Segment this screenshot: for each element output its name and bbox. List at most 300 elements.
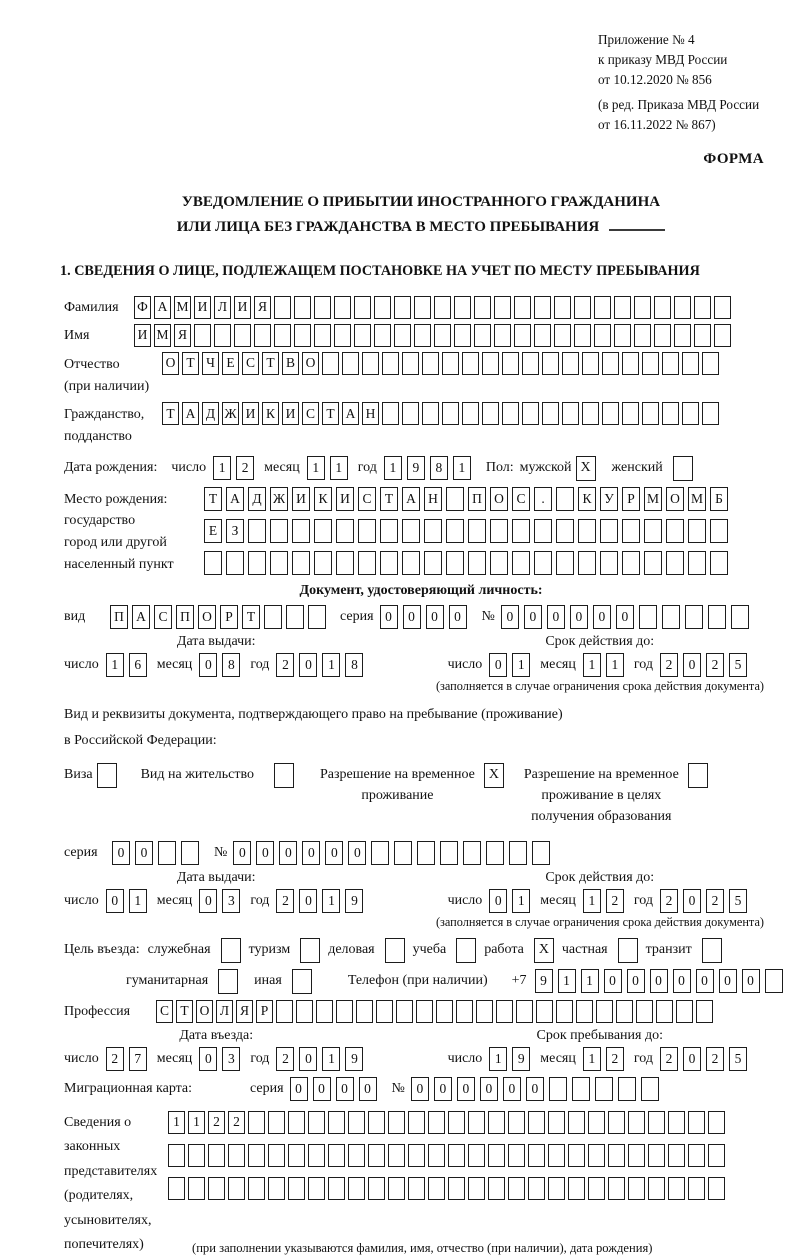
form-cell[interactable] [228, 1177, 245, 1200]
form-cell[interactable] [274, 296, 291, 319]
form-cell[interactable] [268, 1111, 285, 1134]
form-cell[interactable]: 0 [199, 889, 217, 913]
gender-female-checkbox[interactable] [673, 456, 693, 481]
form-cell[interactable] [428, 1111, 445, 1134]
form-cell[interactable]: 0 [524, 605, 542, 629]
residence-permit-checkbox[interactable] [274, 763, 294, 788]
form-cell[interactable] [248, 551, 266, 575]
form-cell[interactable] [274, 324, 291, 347]
form-cell[interactable]: 9 [345, 889, 363, 913]
form-cell[interactable]: 1 [106, 653, 124, 677]
form-cell[interactable]: П [468, 487, 486, 511]
form-cell[interactable] [248, 1144, 265, 1167]
form-cell[interactable]: Е [204, 519, 222, 543]
form-cell[interactable]: О [302, 352, 319, 375]
form-cell[interactable]: 0 [480, 1077, 498, 1101]
form-cell[interactable] [336, 1000, 353, 1023]
form-cell[interactable] [512, 519, 530, 543]
form-cell[interactable]: 0 [547, 605, 565, 629]
form-cell[interactable] [402, 519, 420, 543]
form-cell[interactable]: Д [248, 487, 266, 511]
form-cell[interactable] [628, 1144, 645, 1167]
form-cell[interactable] [308, 605, 326, 629]
form-cell[interactable]: Л [214, 296, 231, 319]
form-cell[interactable]: И [194, 296, 211, 319]
form-cell[interactable]: 1 [384, 456, 402, 480]
form-cell[interactable] [556, 551, 574, 575]
form-cell[interactable] [368, 1111, 385, 1134]
form-cell[interactable] [622, 352, 639, 375]
form-cell[interactable] [371, 841, 389, 865]
form-cell[interactable] [708, 1144, 725, 1167]
purpose-tourism-checkbox[interactable] [300, 938, 320, 963]
form-cell[interactable] [548, 1111, 565, 1134]
form-cell[interactable] [616, 1000, 633, 1023]
form-cell[interactable] [416, 1000, 433, 1023]
form-cell[interactable] [656, 1000, 673, 1023]
form-cell[interactable] [710, 551, 728, 575]
form-cell[interactable] [594, 324, 611, 347]
form-cell[interactable] [424, 519, 442, 543]
form-cell[interactable] [388, 1111, 405, 1134]
form-cell[interactable] [528, 1144, 545, 1167]
form-cell[interactable] [328, 1144, 345, 1167]
form-cell[interactable] [628, 1111, 645, 1134]
form-cell[interactable] [622, 551, 640, 575]
form-cell[interactable] [582, 352, 599, 375]
form-cell[interactable]: 0 [279, 841, 297, 865]
form-cell[interactable] [434, 296, 451, 319]
form-cell[interactable] [502, 352, 519, 375]
form-cell[interactable] [468, 1144, 485, 1167]
form-cell[interactable] [482, 402, 499, 425]
form-cell[interactable]: М [154, 324, 171, 347]
form-cell[interactable] [668, 1177, 685, 1200]
form-cell[interactable] [708, 1177, 725, 1200]
form-cell[interactable] [688, 519, 706, 543]
form-cell[interactable] [494, 324, 511, 347]
form-cell[interactable] [308, 1144, 325, 1167]
form-cell[interactable]: С [302, 402, 319, 425]
form-cell[interactable] [248, 1111, 265, 1134]
purpose-work-checkbox[interactable]: X [534, 938, 554, 963]
form-cell[interactable] [294, 296, 311, 319]
form-cell[interactable] [674, 324, 691, 347]
form-cell[interactable]: 2 [660, 653, 678, 677]
form-cell[interactable]: 0 [112, 841, 130, 865]
form-cell[interactable]: 7 [129, 1047, 147, 1071]
form-cell[interactable] [402, 551, 420, 575]
form-cell[interactable] [668, 1144, 685, 1167]
form-cell[interactable] [188, 1177, 205, 1200]
form-cell[interactable]: И [234, 296, 251, 319]
form-cell[interactable]: 0 [489, 653, 507, 677]
form-cell[interactable] [394, 324, 411, 347]
form-cell[interactable]: Б [710, 487, 728, 511]
form-cell[interactable] [374, 296, 391, 319]
form-cell[interactable]: З [226, 519, 244, 543]
form-cell[interactable] [394, 841, 412, 865]
form-cell[interactable]: Е [222, 352, 239, 375]
form-cell[interactable] [688, 1111, 705, 1134]
form-cell[interactable] [490, 551, 508, 575]
form-cell[interactable]: 2 [208, 1111, 225, 1134]
form-cell[interactable] [328, 1111, 345, 1134]
form-cell[interactable] [578, 519, 596, 543]
form-cell[interactable] [662, 402, 679, 425]
form-cell[interactable] [226, 551, 244, 575]
form-cell[interactable]: . [534, 487, 552, 511]
form-cell[interactable] [642, 402, 659, 425]
form-cell[interactable]: 2 [660, 1047, 678, 1071]
form-cell[interactable] [600, 519, 618, 543]
form-cell[interactable]: Т [176, 1000, 193, 1023]
form-cell[interactable] [208, 1144, 225, 1167]
form-cell[interactable]: П [176, 605, 194, 629]
form-cell[interactable] [336, 519, 354, 543]
form-cell[interactable]: 0 [627, 969, 645, 993]
form-cell[interactable]: 2 [276, 889, 294, 913]
form-cell[interactable]: 1 [322, 889, 340, 913]
form-cell[interactable]: 0 [135, 841, 153, 865]
temp-residence-checkbox[interactable]: X [484, 763, 504, 788]
form-cell[interactable] [292, 519, 310, 543]
form-cell[interactable] [334, 296, 351, 319]
form-cell[interactable] [316, 1000, 333, 1023]
purpose-official-checkbox[interactable] [221, 938, 241, 963]
form-cell[interactable]: 0 [683, 889, 701, 913]
form-cell[interactable]: 0 [457, 1077, 475, 1101]
form-cell[interactable] [662, 352, 679, 375]
form-cell[interactable] [662, 605, 680, 629]
form-cell[interactable] [294, 324, 311, 347]
form-cell[interactable]: 9 [535, 969, 553, 993]
form-cell[interactable] [614, 296, 631, 319]
form-cell[interactable] [358, 551, 376, 575]
form-cell[interactable]: 1 [129, 889, 147, 913]
form-cell[interactable]: 0 [593, 605, 611, 629]
form-cell[interactable]: И [336, 487, 354, 511]
form-cell[interactable]: 1 [583, 1047, 601, 1071]
form-cell[interactable]: Т [162, 402, 179, 425]
form-cell[interactable]: 2 [606, 1047, 624, 1071]
form-cell[interactable]: 0 [526, 1077, 544, 1101]
form-cell[interactable] [594, 296, 611, 319]
form-cell[interactable]: Т [322, 402, 339, 425]
form-cell[interactable]: Н [362, 402, 379, 425]
form-cell[interactable] [502, 402, 519, 425]
form-cell[interactable] [582, 402, 599, 425]
form-cell[interactable] [270, 519, 288, 543]
form-cell[interactable] [636, 1000, 653, 1023]
form-cell[interactable] [448, 1144, 465, 1167]
form-cell[interactable]: 2 [660, 889, 678, 913]
form-cell[interactable] [694, 296, 711, 319]
form-cell[interactable] [608, 1177, 625, 1200]
form-cell[interactable]: 0 [336, 1077, 354, 1101]
form-cell[interactable]: 0 [325, 841, 343, 865]
form-cell[interactable] [414, 324, 431, 347]
form-cell[interactable] [554, 324, 571, 347]
form-cell[interactable]: О [198, 605, 216, 629]
form-cell[interactable] [194, 324, 211, 347]
form-cell[interactable] [682, 402, 699, 425]
form-cell[interactable] [496, 1000, 513, 1023]
form-cell[interactable]: 3 [222, 1047, 240, 1071]
form-cell[interactable] [710, 519, 728, 543]
form-cell[interactable]: М [174, 296, 191, 319]
form-cell[interactable] [417, 841, 435, 865]
form-cell[interactable] [688, 1177, 705, 1200]
form-cell[interactable]: 0 [501, 605, 519, 629]
form-cell[interactable] [348, 1111, 365, 1134]
form-cell[interactable] [314, 324, 331, 347]
form-cell[interactable] [414, 296, 431, 319]
form-cell[interactable] [276, 1000, 293, 1023]
temp-residence-education-checkbox[interactable] [688, 763, 708, 788]
form-cell[interactable] [482, 352, 499, 375]
form-cell[interactable] [368, 1144, 385, 1167]
form-cell[interactable] [446, 519, 464, 543]
form-cell[interactable] [595, 1077, 613, 1101]
form-cell[interactable]: 1 [583, 889, 601, 913]
form-cell[interactable]: И [134, 324, 151, 347]
form-cell[interactable]: Н [424, 487, 442, 511]
form-cell[interactable] [628, 1177, 645, 1200]
form-cell[interactable]: 0 [403, 605, 421, 629]
form-cell[interactable]: Я [254, 296, 271, 319]
form-cell[interactable] [488, 1177, 505, 1200]
form-cell[interactable] [682, 352, 699, 375]
form-cell[interactable] [634, 324, 651, 347]
form-cell[interactable] [214, 324, 231, 347]
form-cell[interactable]: 9 [512, 1047, 530, 1071]
form-cell[interactable] [731, 605, 749, 629]
purpose-other-checkbox[interactable] [292, 969, 312, 994]
form-cell[interactable] [634, 296, 651, 319]
form-cell[interactable] [424, 551, 442, 575]
form-cell[interactable]: 0 [616, 605, 634, 629]
form-cell[interactable] [348, 1177, 365, 1200]
form-cell[interactable] [508, 1111, 525, 1134]
form-cell[interactable] [288, 1177, 305, 1200]
form-cell[interactable]: 1 [188, 1111, 205, 1134]
form-cell[interactable] [608, 1144, 625, 1167]
form-cell[interactable]: К [314, 487, 332, 511]
form-cell[interactable]: 1 [168, 1111, 185, 1134]
form-cell[interactable]: К [262, 402, 279, 425]
form-cell[interactable] [654, 296, 671, 319]
form-cell[interactable] [380, 551, 398, 575]
form-cell[interactable] [522, 402, 539, 425]
form-cell[interactable] [556, 487, 574, 511]
form-cell[interactable] [528, 1111, 545, 1134]
form-cell[interactable] [468, 551, 486, 575]
form-cell[interactable] [588, 1111, 605, 1134]
form-cell[interactable] [568, 1111, 585, 1134]
form-cell[interactable]: Т [182, 352, 199, 375]
form-cell[interactable] [268, 1144, 285, 1167]
form-cell[interactable] [394, 296, 411, 319]
form-cell[interactable] [380, 519, 398, 543]
form-cell[interactable]: 1 [583, 653, 601, 677]
form-cell[interactable] [514, 296, 531, 319]
form-cell[interactable]: 1 [307, 456, 325, 480]
form-cell[interactable] [488, 1111, 505, 1134]
form-cell[interactable]: Ж [222, 402, 239, 425]
form-cell[interactable] [648, 1177, 665, 1200]
form-cell[interactable] [534, 324, 551, 347]
form-cell[interactable]: Т [204, 487, 222, 511]
form-cell[interactable] [342, 352, 359, 375]
form-cell[interactable]: 0 [299, 653, 317, 677]
form-cell[interactable] [408, 1111, 425, 1134]
form-cell[interactable]: 8 [222, 653, 240, 677]
form-cell[interactable] [442, 352, 459, 375]
form-cell[interactable]: А [182, 402, 199, 425]
form-cell[interactable] [362, 352, 379, 375]
form-cell[interactable] [596, 1000, 613, 1023]
form-cell[interactable] [322, 352, 339, 375]
form-cell[interactable] [254, 324, 271, 347]
form-cell[interactable] [588, 1144, 605, 1167]
form-cell[interactable] [508, 1144, 525, 1167]
form-cell[interactable]: 1 [606, 653, 624, 677]
form-cell[interactable] [548, 1177, 565, 1200]
form-cell[interactable] [641, 1077, 659, 1101]
form-cell[interactable] [463, 841, 481, 865]
purpose-business-checkbox[interactable] [385, 938, 405, 963]
form-cell[interactable]: О [490, 487, 508, 511]
form-cell[interactable]: 2 [606, 889, 624, 913]
form-cell[interactable]: 0 [696, 969, 714, 993]
form-cell[interactable] [376, 1000, 393, 1023]
form-cell[interactable]: И [282, 402, 299, 425]
form-cell[interactable] [714, 296, 731, 319]
form-cell[interactable] [168, 1177, 185, 1200]
form-cell[interactable] [694, 324, 711, 347]
form-cell[interactable] [436, 1000, 453, 1023]
form-cell[interactable]: С [242, 352, 259, 375]
form-cell[interactable] [688, 1144, 705, 1167]
form-cell[interactable]: 5 [729, 889, 747, 913]
form-cell[interactable]: 2 [706, 1047, 724, 1071]
form-cell[interactable] [490, 519, 508, 543]
form-cell[interactable] [688, 551, 706, 575]
form-cell[interactable] [428, 1177, 445, 1200]
form-cell[interactable]: 0 [742, 969, 760, 993]
form-cell[interactable] [388, 1144, 405, 1167]
form-cell[interactable] [666, 551, 684, 575]
form-cell[interactable] [622, 519, 640, 543]
form-cell[interactable] [354, 324, 371, 347]
form-cell[interactable]: М [688, 487, 706, 511]
form-cell[interactable]: 0 [426, 605, 444, 629]
form-cell[interactable]: В [282, 352, 299, 375]
form-cell[interactable]: Т [380, 487, 398, 511]
form-cell[interactable]: М [644, 487, 662, 511]
form-cell[interactable] [334, 324, 351, 347]
purpose-study-checkbox[interactable] [456, 938, 476, 963]
form-cell[interactable] [708, 605, 726, 629]
form-cell[interactable]: 3 [222, 889, 240, 913]
form-cell[interactable] [476, 1000, 493, 1023]
gender-male-checkbox[interactable]: X [576, 456, 596, 481]
form-cell[interactable]: 8 [345, 653, 363, 677]
form-cell[interactable] [358, 519, 376, 543]
form-cell[interactable] [562, 402, 579, 425]
form-cell[interactable]: 1 [512, 889, 530, 913]
form-cell[interactable] [388, 1177, 405, 1200]
form-cell[interactable] [602, 402, 619, 425]
form-cell[interactable] [428, 1144, 445, 1167]
form-cell[interactable]: 0 [302, 841, 320, 865]
form-cell[interactable] [181, 841, 199, 865]
form-cell[interactable]: Я [174, 324, 191, 347]
form-cell[interactable] [462, 402, 479, 425]
form-cell[interactable]: Л [216, 1000, 233, 1023]
form-cell[interactable]: 0 [570, 605, 588, 629]
form-cell[interactable] [314, 551, 332, 575]
form-cell[interactable]: 0 [313, 1077, 331, 1101]
form-cell[interactable] [402, 402, 419, 425]
form-cell[interactable] [508, 1177, 525, 1200]
form-cell[interactable] [514, 324, 531, 347]
form-cell[interactable] [702, 352, 719, 375]
purpose-transit-checkbox[interactable] [702, 938, 722, 963]
form-cell[interactable] [408, 1144, 425, 1167]
form-cell[interactable] [374, 324, 391, 347]
form-cell[interactable] [208, 1177, 225, 1200]
form-cell[interactable]: 0 [719, 969, 737, 993]
title-blank-line[interactable] [609, 229, 665, 231]
form-cell[interactable] [446, 551, 464, 575]
form-cell[interactable] [542, 402, 559, 425]
form-cell[interactable]: 0 [489, 889, 507, 913]
form-cell[interactable] [446, 487, 464, 511]
form-cell[interactable] [708, 1111, 725, 1134]
form-cell[interactable]: 1 [322, 1047, 340, 1071]
form-cell[interactable] [228, 1144, 245, 1167]
form-cell[interactable] [600, 551, 618, 575]
form-cell[interactable]: О [162, 352, 179, 375]
form-cell[interactable] [248, 519, 266, 543]
form-cell[interactable]: С [156, 1000, 173, 1023]
form-cell[interactable]: 2 [228, 1111, 245, 1134]
form-cell[interactable] [270, 551, 288, 575]
form-cell[interactable] [336, 551, 354, 575]
form-cell[interactable] [408, 1177, 425, 1200]
form-cell[interactable] [685, 605, 703, 629]
form-cell[interactable] [488, 1144, 505, 1167]
form-cell[interactable] [204, 551, 222, 575]
form-cell[interactable] [442, 402, 459, 425]
form-cell[interactable]: 0 [256, 841, 274, 865]
form-cell[interactable] [434, 324, 451, 347]
form-cell[interactable] [382, 402, 399, 425]
form-cell[interactable] [534, 519, 552, 543]
form-cell[interactable] [602, 352, 619, 375]
form-cell[interactable] [528, 1177, 545, 1200]
form-cell[interactable]: Т [242, 605, 260, 629]
form-cell[interactable] [448, 1111, 465, 1134]
form-cell[interactable]: 6 [129, 653, 147, 677]
form-cell[interactable]: А [402, 487, 420, 511]
form-cell[interactable] [402, 352, 419, 375]
form-cell[interactable] [308, 1111, 325, 1134]
form-cell[interactable]: 0 [503, 1077, 521, 1101]
form-cell[interactable]: 2 [706, 653, 724, 677]
